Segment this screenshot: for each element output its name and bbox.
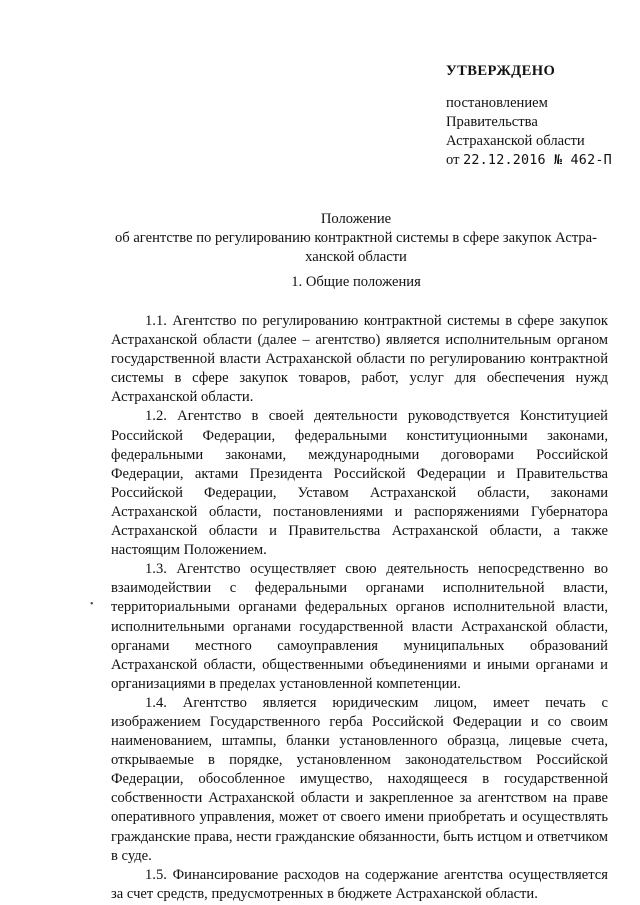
approval-line-resolution: постановлением (446, 95, 548, 111)
document-title: Положение (320, 211, 392, 227)
approval-heading: УТВЕРЖДЕНО (446, 63, 556, 79)
paragraph-1-3: 1.3. Агентство осуществляет свою деятельность непосредственно во взаимодействии с федеральными органами исполнительной власти, территориальными органами федеральных органов исполнительной власти, исполнительными органами государственной власти Астраханской области, органами местного самоуправления муниципальных образований Астраханской области, общественными объединениями и иными органами и организациями в пределах установленной компетенции. (111, 561, 608, 692)
approval-date-line (446, 151, 631, 170)
approval-line-government: Правительства (446, 114, 538, 130)
document-body (111, 312, 608, 904)
document-subtitle-line-2: ханской области (305, 249, 407, 265)
approval-line-region: Астраханской области (446, 133, 585, 149)
approval-stamp (446, 62, 631, 170)
margin-dot-mark: • (90, 599, 94, 610)
approval-date-value: 22.12.2016 № 462-П (463, 153, 612, 168)
document-title-block (96, 210, 616, 267)
paragraph-1-5: 1.5. Финансирование расходов на содержание агентства осуществляется за счет средств, предусмотренных в бюджете Астраханской области. (111, 866, 608, 902)
document-subtitle-line-1: об агентстве по регулированию контрактной системы в сфере закупок Астра- (114, 230, 598, 246)
paragraph-1-2: 1.2. Агентство в своей деятельности руководствуется Конституцией Российской Федерации, федеральными конституционными законами, федеральными законами, международными договорами Российской Федерации, актами Президента Российской Федерации и Правительства Российской Федерации, Уставом Астраханской области, законами Астраханской области, постановлениями и распоряжениями Губернатора Астраханской области и Правительства Астраханской области, а также настоящим Положением. (111, 408, 608, 559)
approval-date-prefix: от (446, 152, 460, 168)
paragraph-1-4: 1.4. Агентство является юридическим лицом, имеет печать с изображением Государственного герба Российской Федерации и со своим наименованием, штампы, бланки установленного образца, лицевые счета, открываемые в порядке, установленном законодательством Российской Федерации, обособленное имущество, находящееся в государственной собственности Астраханской области и закрепленное за агентством на праве оперативного управления, может от своего имени приобретать и осуществлять гражданские права, нести гражданские обязанности, быть истцом и ответчиком в суде. (111, 694, 608, 864)
section-heading: 1. Общие положения (291, 274, 421, 290)
paragraph-1-1: 1.1. Агентство по регулированию контрактной системы в сфере закупок Астраханской области (далее – агентство) является исполнительным органом государственной власти Астраханской области по регулированию контрактной системы в сфере закупок товаров, работ, услуг для обеспечения нужд Астраханской области. (111, 313, 608, 406)
